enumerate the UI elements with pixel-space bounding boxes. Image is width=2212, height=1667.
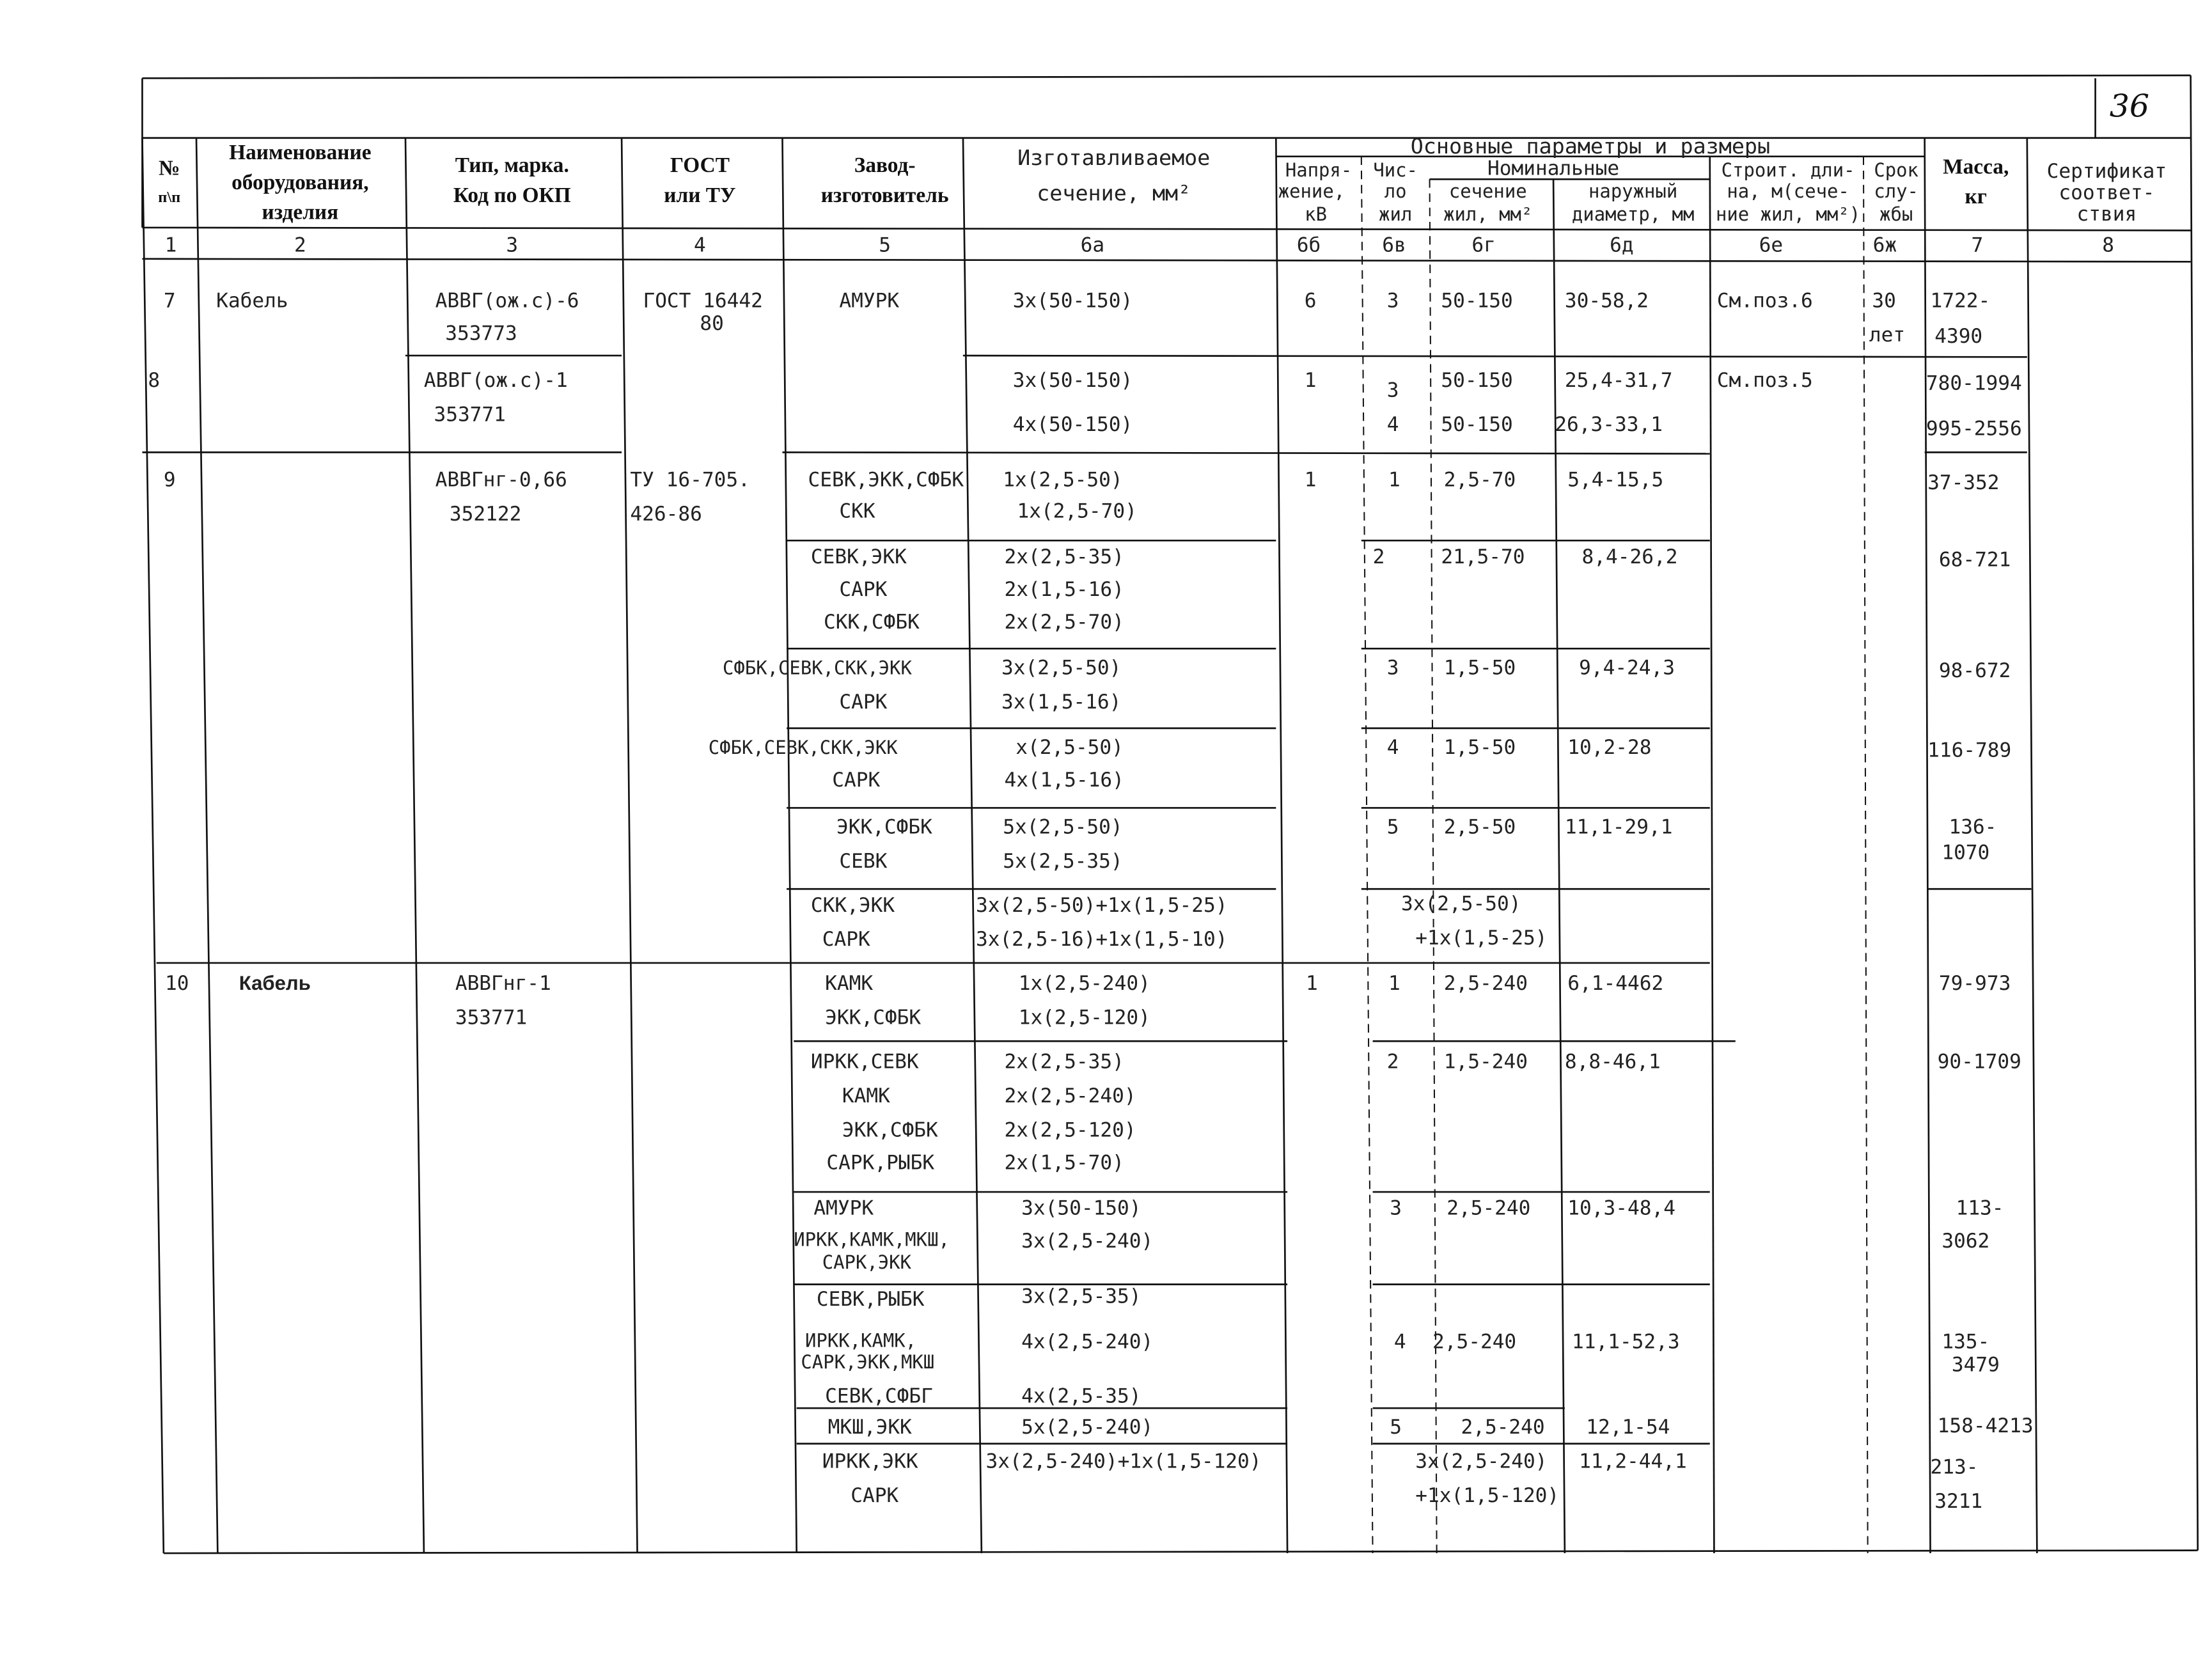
item-name: Кабель (239, 972, 311, 995)
table-row (148, 369, 2021, 441)
voltage: 1 (1304, 468, 1317, 492)
header-name: Наименование (229, 141, 372, 165)
col-number: 5 (879, 233, 891, 257)
factory: СКК,СФБК (823, 611, 920, 634)
section: 2х(2,5-120) (1004, 1118, 1136, 1142)
diameter: 6,1-4462 (1567, 972, 1664, 996)
col-number: 2 (294, 233, 306, 257)
core-section: 50-150 (1441, 412, 1513, 436)
col-number: 6д (1610, 233, 1634, 257)
type-code: АВВГ(ож.с)-6 (435, 289, 579, 313)
header-mass: кг (1965, 185, 1987, 209)
core-section: 21,5-70 (1441, 545, 1525, 568)
core-section: 50-150 (1441, 369, 1513, 393)
core-section: 2,5-70 (1443, 468, 1516, 492)
core-section: 2,5-240 (1461, 1416, 1545, 1439)
section: 3х(1,5-16) (1001, 690, 1122, 714)
voltage: 1 (1304, 369, 1317, 393)
section: 2х(1,5-70) (1004, 1151, 1124, 1175)
header-certificate: Сертификат (2046, 160, 2167, 184)
factory: САРК (851, 1483, 899, 1507)
gost: ТУ 16-705. (630, 468, 750, 492)
factory: САРК (832, 769, 881, 792)
type-code: 352122 (449, 503, 522, 526)
section: х(2,5-50) (1016, 735, 1124, 759)
header-params-title: Основные параметры и размеры (1410, 134, 1771, 159)
mass: 995-2556 (1926, 417, 2022, 441)
factory: САРК,ЭКК,МКШ (801, 1350, 935, 1373)
core-section: 3х(2,5-50) (1401, 892, 1521, 916)
header-core-section: жил, мм² (1443, 203, 1533, 225)
cores: 4 (1386, 412, 1399, 436)
factory: СЕВК,РЫБК (816, 1288, 925, 1311)
header-name: оборудования, (231, 170, 369, 194)
page-number: 36 (2109, 88, 2150, 125)
col-number: 6е (1759, 233, 1784, 257)
core-section: 3х(2,5-240) (1415, 1450, 1548, 1473)
header-cores: Чис- (1373, 159, 1418, 181)
diameter: 10,3-48,4 (1567, 1196, 1675, 1220)
section: 5х(2,5-240) (1021, 1416, 1154, 1439)
factory: КАМК (842, 1084, 890, 1107)
section: 5х(2,5-50) (1003, 815, 1123, 839)
mass: 780-1994 (1926, 372, 2022, 395)
section: 3х(2,5-50) (1001, 656, 1122, 680)
row-number: 10 (165, 972, 189, 996)
diameter: 10,2-28 (1567, 735, 1652, 759)
mass: 3211 (1934, 1489, 1983, 1513)
header-name: изделия (262, 200, 339, 224)
col-number: 3 (506, 233, 519, 257)
header-gost: ГОСТ (670, 153, 730, 178)
factory: САРК (839, 578, 888, 602)
core-section: 2,5-240 (1443, 972, 1528, 996)
header-section: Изготавливаемое (1017, 145, 1211, 171)
mass: 3479 (1951, 1353, 2000, 1377)
header-outer-diameter: диаметр, мм (1571, 203, 1695, 225)
factory: СЕВК,СФБГ (825, 1384, 933, 1408)
cores: 5 (1386, 815, 1399, 839)
section: 5х(2,5-35) (1003, 849, 1123, 873)
type-code: 353771 (434, 403, 506, 427)
factory: ИРКК,ЭКК (822, 1450, 918, 1473)
cores: 2 (1386, 1050, 1399, 1074)
cores: 3 (1386, 289, 1399, 313)
diameter: 5,4-15,5 (1567, 468, 1664, 492)
factory: САРК,РЫБК (826, 1151, 935, 1175)
cores: 4 (1386, 735, 1399, 759)
diameter: 9,4-24,3 (1579, 656, 1675, 680)
col-number: 8 (2102, 233, 2114, 257)
row-number: 8 (148, 369, 161, 393)
section: 2х(1,5-16) (1004, 578, 1124, 602)
section: 2х(2,5-70) (1004, 611, 1124, 634)
section: 2х(2,5-35) (1004, 1050, 1124, 1074)
header-type: Код по ОКП (453, 183, 571, 207)
core-section: 2,5-50 (1443, 815, 1516, 839)
section: 3х(2,5-16)+1х(1,5-10) (975, 928, 1228, 951)
section: 4х(2,5-35) (1021, 1384, 1141, 1408)
mass: 1722- (1930, 289, 1991, 313)
section: 3х(50-150) (1012, 369, 1133, 393)
mass: 116-789 (1927, 739, 2012, 762)
factory: СЕВК,ЭКК,СФБК (808, 468, 964, 492)
header-nominal: Номинальные (1487, 157, 1620, 180)
factory: СКК (839, 499, 875, 523)
factory: ЭКК,СФБК (842, 1118, 938, 1142)
diameter: 12,1-54 (1586, 1416, 1670, 1439)
section: 2х(2,5-35) (1004, 545, 1124, 568)
core-section: 1,5-50 (1443, 656, 1516, 680)
col-number: 1 (164, 233, 177, 257)
diameter: 8,8-46,1 (1564, 1050, 1661, 1074)
voltage: 6 (1304, 289, 1317, 313)
mass: 37-352 (1927, 471, 2000, 495)
diameter: 11,2-44,1 (1579, 1450, 1687, 1473)
header-cores: жил (1379, 203, 1413, 225)
factory: САРК,ЭКК (822, 1251, 911, 1274)
row-number: 7 (163, 289, 176, 313)
header-service-life: слу- (1874, 180, 1918, 203)
cores: 1 (1388, 972, 1400, 996)
col-number: 6в (1382, 233, 1406, 257)
header-length: Строит. дли- (1721, 159, 1855, 181)
header-service-life: жбы (1879, 203, 1913, 225)
core-section: 2,5-240 (1447, 1196, 1531, 1220)
type-code: АВВГ(ож.с)-1 (423, 369, 568, 393)
column-numbers (165, 234, 2114, 257)
service-life: 30 (1872, 289, 1896, 313)
factory: ИРКК,КАМК,МКШ, (794, 1228, 950, 1251)
type-code: АВВГнг-1 (455, 972, 551, 996)
header-mass: Масса, (1943, 155, 2009, 179)
section: 1х(2,5-70) (1017, 499, 1137, 523)
core-section: 2,5-240 (1432, 1330, 1517, 1354)
section: 3х(2,5-35) (1021, 1285, 1141, 1308)
header-section: сечение, мм² (1037, 180, 1191, 206)
type-code: 353773 (445, 322, 517, 345)
table-row (165, 972, 2034, 1513)
cores: 2 (1372, 545, 1385, 568)
mass: 135- (1941, 1330, 1990, 1354)
mass: 98-672 (1938, 659, 2011, 682)
core-section: 50-150 (1441, 289, 1513, 313)
factory: СФБК,СЕВК,СКК,ЭКК (723, 657, 912, 679)
header-voltage: Напря- (1285, 159, 1353, 181)
gost: ГОСТ 16442 (643, 289, 763, 313)
header-certificate: соответ- (2059, 181, 2155, 205)
section: 3х(2,5-50)+1х(1,5-25) (975, 893, 1228, 917)
header-no: № (158, 156, 180, 180)
factory: ИРКК,КАМК, (805, 1329, 917, 1352)
col-number: 6г (1471, 233, 1496, 257)
header-type: Тип, марка. (455, 153, 569, 178)
diameter: 25,4-31,7 (1564, 369, 1673, 393)
section: 1х(2,5-240) (1018, 972, 1150, 996)
table-header (158, 134, 2167, 226)
mass: 3062 (1941, 1229, 1990, 1253)
cores: 5 (1390, 1416, 1402, 1439)
col-number: 7 (1971, 233, 1984, 257)
type-code: АВВГнг-0,66 (435, 468, 567, 492)
col-number: 4 (694, 233, 706, 257)
type-code: 353771 (455, 1006, 528, 1029)
mass: 4390 (1934, 325, 1983, 348)
length: См.поз.6 (1716, 289, 1813, 313)
factory: САРК (822, 928, 870, 951)
gost: 80 (700, 312, 724, 336)
section: 2х(2,5-240) (1004, 1084, 1136, 1107)
header-gost: или ТУ (664, 183, 736, 207)
core-section: +1х(1,5-120) (1415, 1483, 1560, 1507)
factory: ИРКК,СЕВК (810, 1050, 919, 1074)
cores: 1 (1388, 468, 1400, 492)
header-voltage: кВ (1305, 203, 1328, 225)
section: 4х(1,5-16) (1004, 769, 1124, 792)
section: 4х(50-150) (1012, 412, 1133, 436)
factory: ЭКК,СФБК (825, 1006, 922, 1029)
mass: 158-4213 (1937, 1414, 2034, 1437)
diameter: 11,1-29,1 (1564, 815, 1673, 839)
section: 3х(50-150) (1021, 1196, 1141, 1220)
factory: СЕВК (839, 849, 888, 873)
mass: 68-721 (1938, 548, 2011, 572)
length: См.поз.5 (1716, 369, 1813, 393)
header-certificate: ствия (2076, 202, 2137, 226)
mass: 136- (1949, 815, 1997, 839)
item-name: Кабель (216, 289, 288, 313)
gost: 426-86 (630, 503, 702, 526)
header-length: на, м(сече- (1727, 180, 1849, 203)
col-number: 6ж (1872, 233, 1897, 257)
factory: САРК (839, 690, 888, 714)
core-section: 1,5-50 (1443, 735, 1516, 759)
header-length: ние жил, мм²) (1715, 203, 1861, 225)
col-number: 6б (1296, 233, 1321, 257)
section: 4х(2,5-240) (1021, 1330, 1154, 1354)
row-number: 9 (163, 468, 176, 492)
header-service-life: Срок (1874, 159, 1918, 181)
factory: КАМК (825, 972, 874, 996)
cores: 3 (1386, 379, 1399, 402)
diameter: 11,1-52,3 (1571, 1330, 1680, 1354)
factory: ЭКК,СФБК (836, 815, 932, 839)
diameter: 30-58,2 (1564, 289, 1649, 313)
header-outer-diameter: наружный (1588, 180, 1678, 203)
cores: 4 (1393, 1330, 1406, 1354)
factory: АМУРК (813, 1196, 874, 1220)
section: 3х(2,5-240) (1021, 1229, 1154, 1253)
factory: СЕВК,ЭКК (810, 545, 907, 568)
mass: 79-973 (1938, 972, 2011, 996)
col-number: 6а (1080, 233, 1105, 257)
core-section: 1,5-240 (1443, 1050, 1528, 1074)
header-factory: изготовитель (820, 183, 949, 207)
header-factory: Завод- (854, 153, 916, 178)
section: 3х(2,5-240)+1х(1,5-120) (985, 1450, 1262, 1473)
section: 1х(2,5-120) (1018, 1006, 1150, 1029)
voltage: 1 (1306, 972, 1318, 996)
mass: 1070 (1941, 841, 1990, 865)
factory: СКК,ЭКК (810, 893, 895, 917)
header-voltage: жение, (1278, 180, 1345, 203)
diameter: 26,3-33,1 (1555, 412, 1663, 436)
diameter: 8,4-26,2 (1581, 545, 1678, 568)
mass: 213- (1930, 1455, 1979, 1479)
factory: МКШ,ЭКК (828, 1416, 912, 1439)
header-no-sub: п\п (158, 188, 181, 206)
table-row (164, 289, 1990, 348)
section: 1х(2,5-50) (1003, 468, 1123, 492)
header-cores: ло (1384, 180, 1407, 203)
header-core-section: сечение (1448, 180, 1527, 203)
cores: 3 (1390, 1196, 1402, 1220)
service-life: лет (1869, 323, 1906, 347)
factory: АМУРК (839, 289, 900, 313)
mass: 113- (1956, 1196, 2004, 1220)
core-section: +1х(1,5-25) (1415, 927, 1548, 950)
cores: 3 (1386, 656, 1399, 680)
section: 3х(50-150) (1012, 289, 1133, 313)
factory: СФБК,СЕВК,СКК,ЭКК (708, 736, 898, 758)
mass: 90-1709 (1937, 1050, 2021, 1074)
